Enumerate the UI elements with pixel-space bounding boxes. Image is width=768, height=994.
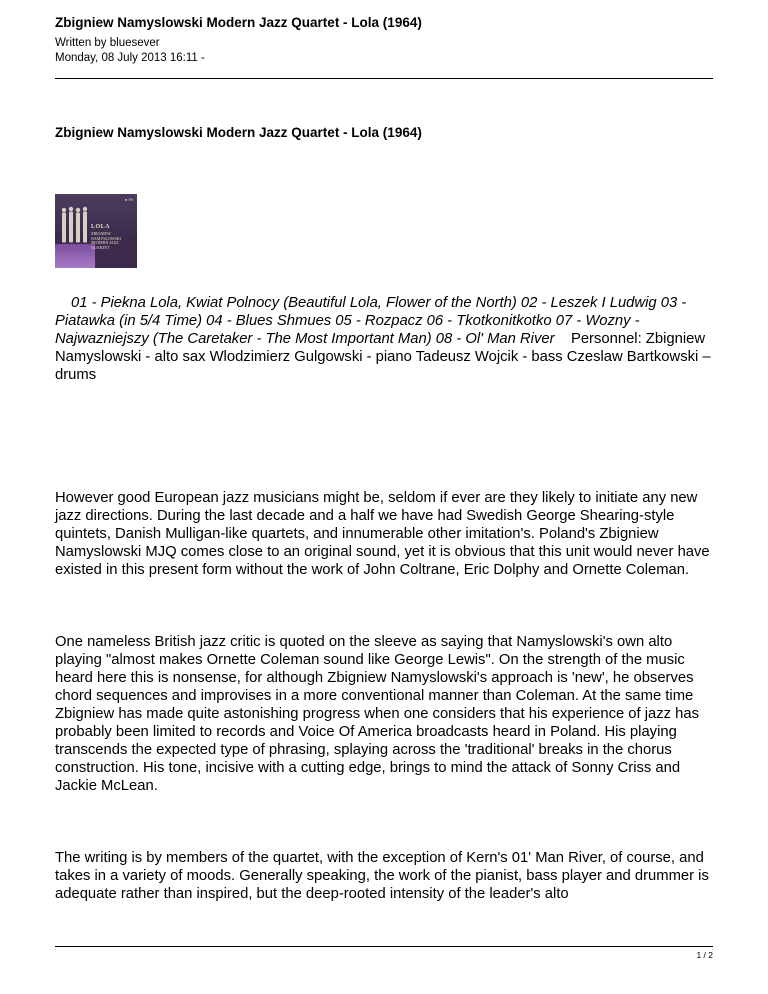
header-meta (55, 36, 713, 66)
cover-stage (55, 244, 95, 268)
article-body (55, 294, 717, 903)
review-paragraph-2: One nameless British jazz critic is quoted on the sleeve as saying that Namyslowski's own alto playing "almost makes Ornette Coleman sound like George Lewis". On the strength of the music heard here this is nonsense, for although Zbigniew Namyslowski's approach is 'new', he observes chord sequences and improvises in a more conventional manner than Coleman. At the same time Zbigniew has made quite astonishing progress when one considers that his experience of jazz has probably been limited to records and Voice Of America broadcasts heard in Poland. His playing transcends the expected type of phrasing, splaying across the 'traditional' breaks in the chorus construction. His tone, incisive with a cutting edge, brings to mind the attack of Sonny Criss and Jackie McLean. (55, 634, 700, 794)
cover-title: LOLA (91, 224, 111, 230)
tracklist-text: 01 - Piekna Lola, Kwiat Polnocy (Beautiful Lola, Flower of the North) 02 - Leszek I Ludwig 03 - Piatawka (in 5/4 Time) 04 - Blues Shmues 05 - Rozpacz 06 - Tkotkonitkotko 07 - Wozny - Najwazniejszy (The Caretaker - The Most Important Man) 08 - Ol' Man River (55, 295, 687, 347)
date-line: Monday, 08 July 2013 16:11 - (55, 52, 205, 64)
cover-catalog-mark: ● 99 (125, 197, 133, 202)
author-line: Written by bluesever (55, 37, 160, 49)
personnel: Personnel: Zbigniew Namyslowski - alto sax Wlodzimierz Gulgowski - piano Tadeusz Wojcik - bass Czeslaw Bartkowski – drums (55, 331, 711, 383)
article-title: Zbigniew Namyslowski Modern Jazz Quartet - Lola (1964) (55, 125, 422, 140)
cover-subtitle: ZBIGNIEW NAMYSLOWSKI MODERN JAZZ QUARTET (91, 231, 121, 250)
review-paragraph-3: The writing is by members of the quartet, with the exception of Kern's 01' Man River, of course, and takes in a variety of moods. Generally speaking, the work of the pianist, bass player and drummer is adequate rather than inspired, but the deep-rooted intensity of the leader's alto (55, 850, 709, 902)
page-header (55, 14, 713, 66)
album-cover-image (55, 194, 137, 268)
tracklist (55, 294, 717, 384)
header-divider (55, 78, 713, 79)
review-paragraph-1: However good European jazz musicians might be, seldom if ever are they likely to initiate any new jazz directions. During the last decade and a half we have had Swedish George Shearing-style quintets, Danish Mulligan-like quartets, and innumerable other imitation's. Poland's Zbigniew Namyslowski MJQ comes close to an original sound, yet it is obvious that this unit would never have existed in this present form without the work of John Coltrane, Eric Dolphy and Ornette Coleman. (55, 490, 710, 578)
header-title: Zbigniew Namyslowski Modern Jazz Quartet - Lola (1964) (55, 15, 422, 30)
footer-divider (55, 946, 713, 947)
page-number: 1 / 2 (696, 950, 713, 960)
cover-label (91, 224, 135, 264)
